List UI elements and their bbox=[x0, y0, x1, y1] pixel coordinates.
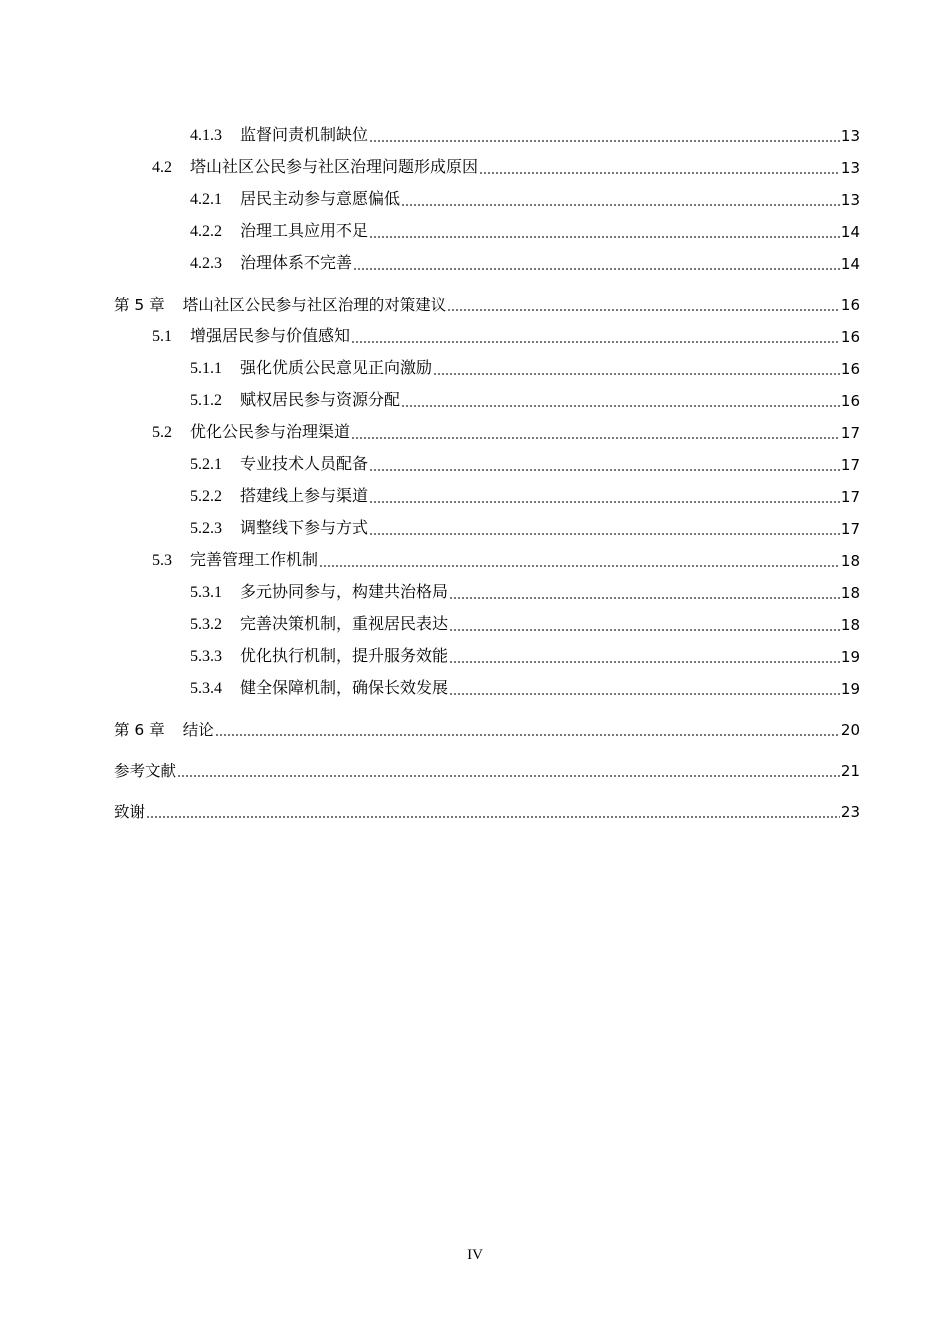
toc-entry-number: 第 5 章 bbox=[114, 296, 165, 314]
table-of-contents bbox=[0, 114, 950, 822]
dot-leader bbox=[215, 734, 840, 736]
toc-entry-page: 20 bbox=[840, 721, 860, 739]
toc-entry-title: 治理体系不完善 bbox=[240, 255, 353, 272]
toc-entry[interactable] bbox=[0, 274, 950, 315]
toc-entry-title: 增强居民参与价值感知 bbox=[190, 328, 351, 345]
toc-entry-title: 多元协同参与，构建共治格局 bbox=[240, 584, 449, 601]
toc-entry-title: 居民主动参与意愿偏低 bbox=[240, 191, 401, 208]
toc-entry-title: 赋权居民参与资源分配 bbox=[240, 392, 401, 409]
toc-entry-page: 14 bbox=[840, 223, 860, 241]
dot-leader bbox=[353, 268, 840, 270]
toc-entry-number: 5.3.3 bbox=[190, 648, 222, 665]
toc-entry-title: 致谢 bbox=[114, 803, 146, 821]
page-number: IV bbox=[467, 1247, 483, 1263]
toc-entry[interactable] bbox=[0, 571, 950, 603]
dot-leader bbox=[449, 661, 840, 663]
toc-entry-title: 完善管理工作机制 bbox=[190, 552, 319, 569]
toc-entry-title: 治理工具应用不足 bbox=[240, 223, 369, 240]
toc-entry-page: 18 bbox=[840, 584, 860, 602]
dot-leader bbox=[177, 775, 840, 777]
toc-entry-page: 13 bbox=[840, 191, 860, 209]
toc-entry-page: 16 bbox=[840, 360, 860, 378]
toc-entry-page: 18 bbox=[840, 552, 860, 570]
dot-leader bbox=[447, 309, 840, 311]
toc-entry-title: 专业技术人员配备 bbox=[240, 456, 369, 473]
toc-entry-page: 18 bbox=[840, 616, 860, 634]
dot-leader bbox=[369, 236, 840, 238]
toc-entry-title: 完善决策机制，重视居民表达 bbox=[240, 616, 449, 633]
toc-entry-number: 第 6 章 bbox=[114, 721, 165, 739]
toc-entry-page: 23 bbox=[840, 803, 860, 821]
toc-entry-title: 参考文献 bbox=[114, 762, 177, 780]
toc-entry[interactable] bbox=[0, 443, 950, 475]
toc-entry-title: 搭建线上参与渠道 bbox=[240, 488, 369, 505]
dot-leader bbox=[479, 172, 840, 174]
toc-entry-page: 17 bbox=[840, 456, 860, 474]
toc-entry-number: 5.3.4 bbox=[190, 680, 222, 697]
toc-entry[interactable] bbox=[0, 315, 950, 347]
toc-entry[interactable] bbox=[0, 740, 950, 781]
toc-entry-title: 优化公民参与治理渠道 bbox=[190, 424, 351, 441]
toc-entry-page: 21 bbox=[840, 762, 860, 780]
toc-entry[interactable] bbox=[0, 210, 950, 242]
toc-entry-number: 5.2.2 bbox=[190, 488, 222, 505]
dot-leader bbox=[449, 693, 840, 695]
toc-entry-number: 4.2.3 bbox=[190, 255, 222, 272]
dot-leader bbox=[369, 469, 840, 471]
toc-entry[interactable] bbox=[0, 242, 950, 274]
toc-entry[interactable] bbox=[0, 146, 950, 178]
toc-entry-title: 优化执行机制，提升服务效能 bbox=[240, 648, 449, 665]
toc-entry-title: 调整线下参与方式 bbox=[240, 520, 369, 537]
toc-entry-number: 5.2.1 bbox=[190, 456, 222, 473]
toc-entry-number: 4.2.1 bbox=[190, 191, 222, 208]
toc-entry-page: 17 bbox=[840, 424, 860, 442]
toc-entry-page: 14 bbox=[840, 255, 860, 273]
toc-entry-number: 5.3.2 bbox=[190, 616, 222, 633]
dot-leader bbox=[369, 140, 840, 142]
toc-entry[interactable] bbox=[0, 411, 950, 443]
toc-entry-number: 4.2 bbox=[152, 159, 172, 176]
toc-entry-page: 17 bbox=[840, 488, 860, 506]
toc-entry[interactable] bbox=[0, 114, 950, 146]
toc-entry[interactable] bbox=[0, 539, 950, 571]
dot-leader bbox=[351, 341, 840, 343]
toc-entry-page: 16 bbox=[840, 296, 860, 314]
toc-entry-number: 5.2 bbox=[152, 424, 172, 441]
toc-entry[interactable] bbox=[0, 507, 950, 539]
toc-entry-page: 13 bbox=[840, 127, 860, 145]
toc-entry-page: 13 bbox=[840, 159, 860, 177]
toc-entry-number: 4.2.2 bbox=[190, 223, 222, 240]
dot-leader bbox=[369, 533, 840, 535]
toc-entry-page: 19 bbox=[840, 680, 860, 698]
toc-entry-number: 5.1 bbox=[152, 328, 172, 345]
toc-entry-page: 16 bbox=[840, 392, 860, 410]
toc-entry[interactable] bbox=[0, 635, 950, 667]
dot-leader bbox=[401, 405, 840, 407]
toc-entry-number: 5.3.1 bbox=[190, 584, 222, 601]
dot-leader bbox=[351, 437, 840, 439]
toc-entry-title: 塔山社区公民参与社区治理的对策建议 bbox=[182, 296, 447, 314]
dot-leader bbox=[319, 565, 840, 567]
toc-entry-number: 5.1.2 bbox=[190, 392, 222, 409]
dot-leader bbox=[449, 629, 840, 631]
dot-leader bbox=[401, 204, 840, 206]
toc-entry-title: 塔山社区公民参与社区治理问题形成原因 bbox=[190, 159, 479, 176]
toc-entry-number: 5.1.1 bbox=[190, 360, 222, 377]
toc-entry[interactable] bbox=[0, 178, 950, 210]
toc-entry-page: 17 bbox=[840, 520, 860, 538]
toc-entry-number: 4.1.3 bbox=[190, 127, 222, 144]
toc-entry-title: 强化优质公民意见正向激励 bbox=[240, 360, 433, 377]
toc-entry-number: 5.3 bbox=[152, 552, 172, 569]
dot-leader bbox=[369, 501, 840, 503]
toc-entry[interactable] bbox=[0, 379, 950, 411]
toc-entry[interactable] bbox=[0, 475, 950, 507]
toc-entry-page: 16 bbox=[840, 328, 860, 346]
toc-entry[interactable] bbox=[0, 667, 950, 699]
toc-entry[interactable] bbox=[0, 603, 950, 635]
toc-entry[interactable] bbox=[0, 347, 950, 379]
toc-entry[interactable] bbox=[0, 699, 950, 740]
toc-entry[interactable] bbox=[0, 781, 950, 822]
toc-entry-title: 监督问责机制缺位 bbox=[240, 127, 369, 144]
toc-entry-page: 19 bbox=[840, 648, 860, 666]
toc-entry-title: 结论 bbox=[182, 721, 214, 739]
toc-entry-number: 5.2.3 bbox=[190, 520, 222, 537]
toc-entry-title: 健全保障机制，确保长效发展 bbox=[240, 680, 449, 697]
dot-leader bbox=[449, 597, 840, 599]
dot-leader bbox=[146, 816, 840, 818]
dot-leader bbox=[433, 373, 840, 375]
